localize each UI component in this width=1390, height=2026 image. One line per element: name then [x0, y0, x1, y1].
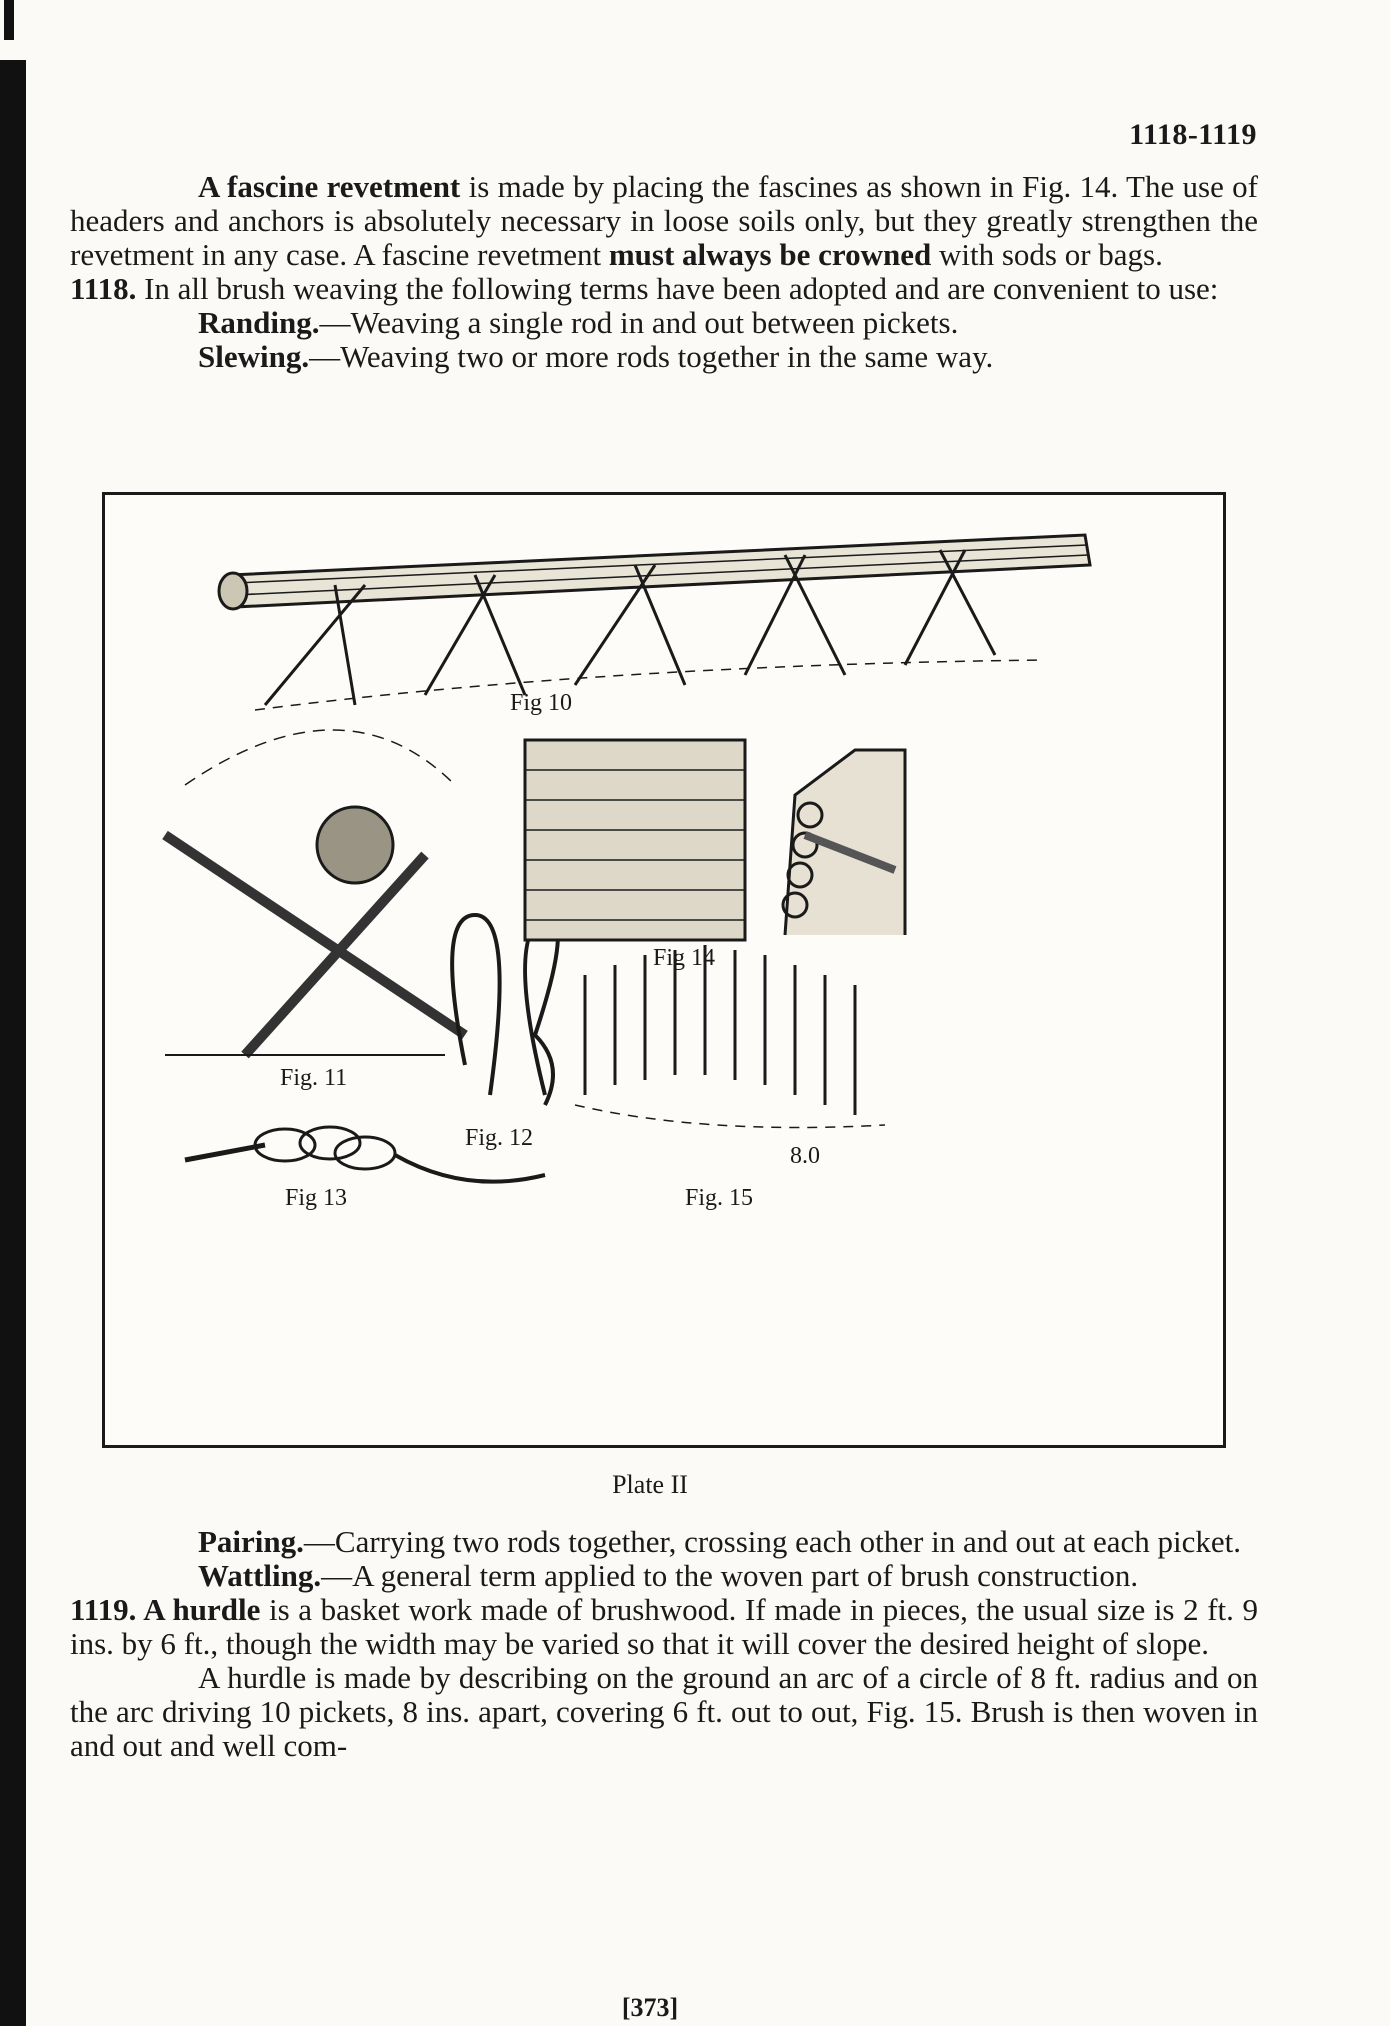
paragraph-1118 — [70, 272, 1258, 306]
fig14-label: Fig 14 — [653, 945, 716, 971]
term-fascine-revetment: A fascine revetment — [198, 169, 461, 204]
binding-edge — [0, 60, 26, 2026]
paragraph-hurdle-construction: A hurdle is made by describing on the ground an arc of a circle of 8 ft. radius and on the arc driving 10 pickets, 8 ins. apart, covering 6 ft. out to out, Fig. 15. Brush is then woven in and out and well com- — [70, 1660, 1258, 1763]
fig10-label: Fig 10 — [510, 690, 573, 716]
paragraph-text: with sods or bags. — [931, 237, 1163, 272]
page-range-header: 1118-1119 — [1129, 118, 1257, 151]
fig13-label: Fig 13 — [285, 1185, 348, 1211]
paragraph-fascine-revetment — [70, 170, 1258, 272]
term-hurdle: A hurdle — [136, 1592, 261, 1627]
term-label: Slewing. — [198, 339, 310, 374]
paragraph-1119 — [70, 1593, 1258, 1661]
fig15-label: Fig. 15 — [685, 1185, 754, 1211]
fig10-fascine-trestles — [219, 535, 1090, 710]
term-definition: —A general term applied to the woven part of brush construction. — [321, 1558, 1139, 1593]
paragraph-text: In all brush weaving the following terms have been adopted and are convenient to use: — [136, 271, 1219, 306]
paragraph-text: is a basket work made of brushwood. If made in pieces, the usual size is 2 ft. 9 ins. by 6 ft., though the width may be varied so that it will cover the desired height of slope. — [70, 1592, 1258, 1661]
term-wattling — [70, 1559, 1258, 1593]
plate-drawing — [105, 495, 1223, 1445]
term-label: Pairing. — [198, 1524, 304, 1559]
section-number: 1118. — [70, 271, 137, 306]
fig14-revetment-section — [525, 740, 905, 940]
fig12-wire-loops — [452, 915, 558, 1105]
term-definition: —Carrying two rods together, crossing each other in and out at each picket. — [303, 1524, 1242, 1559]
term-slewing — [70, 340, 1258, 374]
emphasis-crowned: must always be crowned — [608, 237, 932, 272]
bottom-text-block — [70, 1525, 1258, 1763]
top-text-block — [70, 170, 1258, 374]
plate-illustration — [102, 492, 1226, 1448]
fig15-hurdle-pickets — [575, 945, 885, 1128]
fig12-label: Fig. 12 — [465, 1125, 534, 1151]
term-randing — [70, 306, 1258, 340]
page-number-footer: [373] — [621, 1993, 679, 2022]
fig11-crossed-pickets — [165, 730, 465, 1055]
fig15-dimension-label: 8.0 — [790, 1143, 820, 1169]
section-number: 1119. — [70, 1592, 137, 1627]
paragraph-text: is made by placing the fascines as shown in Fig. 14. The use of headers and anchors is absolutely necessary in loose soils only, but they greatly strengthen the revetment in any case. A fascine revetment — [70, 169, 1258, 272]
term-pairing — [70, 1525, 1258, 1559]
binding-edge-top — [4, 0, 14, 40]
term-label: Randing. — [198, 305, 320, 340]
plate-caption: Plate II — [612, 1470, 688, 1499]
term-label: Wattling. — [198, 1558, 322, 1593]
fig11-label: Fig. 11 — [280, 1065, 348, 1091]
term-definition: —Weaving a single rod in and out between pickets. — [319, 305, 959, 340]
term-definition: —Weaving two or more rods together in the same way. — [309, 339, 994, 374]
